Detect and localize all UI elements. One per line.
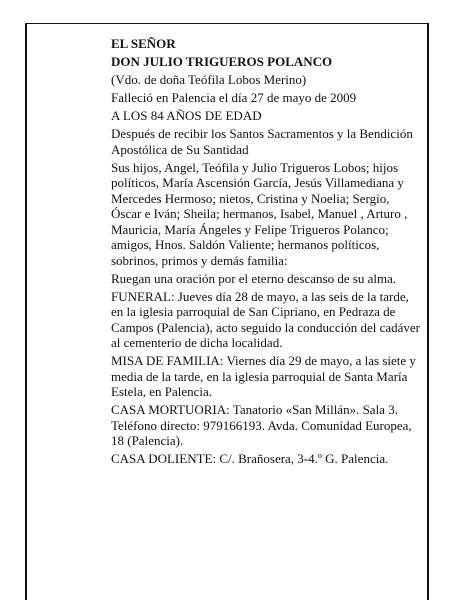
sacraments-paragraph: Después de recibir los Santos Sacramentos y la Bendición Apostólica de Su Santidad — [111, 126, 413, 157]
widower-line: (Vdo. de doña Teófila Lobos Merino) — [111, 72, 307, 87]
mourning-house-paragraph: CASA DOLIENTE: C/. Brañosera, 3-4.º G. Palencia. — [111, 451, 389, 466]
obituary-notice — [111, 36, 421, 469]
family-mass-paragraph: MISA DE FAMILIA: Viernes día 29 de mayo, a las siete y media de la tarde, en la iglesia parroquial de Santa María Estela, en Palencia. — [111, 353, 416, 399]
death-line: Falleció en Palencia el día 27 de mayo de 2009 — [111, 90, 357, 105]
obituary-heading: EL SEÑOR — [111, 36, 176, 51]
family-paragraph: Sus hijos, Angel, Teófila y Julio Trigueros Lobos; hijos políticos, María Ascensión García, Jesús Villamediana y Mercedes Hermoso; nietos, Cristina y Noelia; Sergio, Óscar e Iván; Sheila; hermanos, Isabel, Manuel , Arturo , Mauricia, María Ángeles y Felipe Trigueros Polanco; amigos, Hnos. Saldón Valiente; hermanos políticos, sobrinos, primos y demás familia: — [111, 159, 408, 268]
funeral-paragraph: FUNERAL: Jueves día 28 de mayo, a las seis de la tarde, en la iglesia parroquial de San Cipriano, en Pedraza de Campos (Palencia), acto seguido la conducción del cadáver al cementerio de dicha localidad. — [111, 288, 420, 350]
age-line: A LOS 84 AÑOS DE EDAD — [111, 108, 262, 123]
prayer-paragraph: Ruegan una oración por el eterno descanso de su alma. — [111, 270, 397, 286]
deceased-name: DON JULIO TRIGUEROS POLANCO — [111, 54, 333, 69]
mortuary-paragraph: CASA MORTUORIA: Tanatorio «San Millán». Sala 3. Teléfono directo: 979166193. Avda. Comunidad Europea, 18 (Palencia). — [111, 402, 412, 448]
